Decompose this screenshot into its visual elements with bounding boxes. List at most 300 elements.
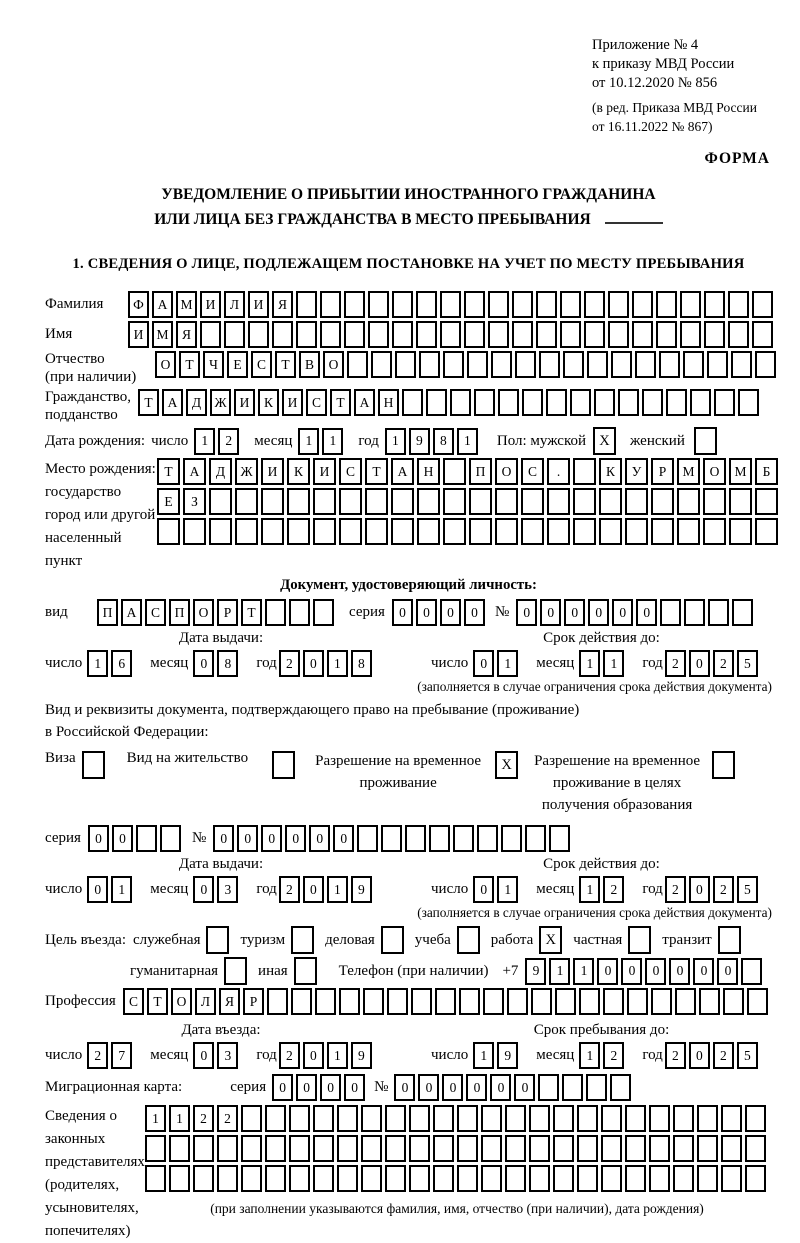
char-cell[interactable]: 9	[409, 428, 430, 455]
char-cell[interactable]: 9	[351, 876, 372, 903]
char-cell[interactable]: 2	[279, 1042, 300, 1069]
char-cell[interactable]	[721, 1105, 742, 1132]
char-cell[interactable]: А	[162, 389, 183, 416]
char-cell[interactable]	[464, 321, 485, 348]
char-cell[interactable]: 1	[579, 650, 600, 677]
char-cell[interactable]	[289, 1165, 310, 1192]
char-cell[interactable]	[495, 488, 518, 515]
char-cell[interactable]: А	[183, 458, 206, 485]
char-cell[interactable]	[339, 988, 360, 1015]
char-cell[interactable]	[313, 599, 334, 626]
char-cell[interactable]: 2	[603, 1042, 624, 1069]
char-cell[interactable]: 2	[217, 1105, 238, 1132]
char-cell[interactable]	[660, 599, 681, 626]
char-cell[interactable]	[703, 518, 726, 545]
char-cell[interactable]	[289, 1105, 310, 1132]
char-cell[interactable]: Ф	[128, 291, 149, 318]
char-cell[interactable]	[601, 1135, 622, 1162]
char-cell[interactable]: А	[152, 291, 173, 318]
char-cell[interactable]	[635, 351, 656, 378]
char-cell[interactable]: Е	[227, 351, 248, 378]
char-cell[interactable]: 0	[466, 1074, 487, 1101]
char-cell[interactable]: 0	[193, 650, 214, 677]
char-cell[interactable]: 1	[111, 876, 132, 903]
char-cell[interactable]	[728, 291, 749, 318]
char-cell[interactable]	[714, 389, 735, 416]
char-cell[interactable]	[320, 291, 341, 318]
char-cell[interactable]	[459, 988, 480, 1015]
char-cell[interactable]	[488, 321, 509, 348]
char-cell[interactable]: 0	[237, 825, 258, 852]
char-cell[interactable]	[361, 1165, 382, 1192]
char-cell[interactable]	[755, 518, 778, 545]
char-cell[interactable]	[699, 988, 720, 1015]
char-cell[interactable]	[357, 825, 378, 852]
char-cell[interactable]	[562, 1074, 583, 1101]
char-cell[interactable]	[495, 518, 518, 545]
char-cell[interactable]	[729, 488, 752, 515]
char-cell[interactable]	[457, 1105, 478, 1132]
char-cell[interactable]	[651, 988, 672, 1015]
char-cell[interactable]: Я	[219, 988, 240, 1015]
char-cell[interactable]	[289, 1135, 310, 1162]
char-cell[interactable]	[265, 599, 286, 626]
char-cell[interactable]: 2	[713, 650, 734, 677]
char-cell[interactable]	[392, 291, 413, 318]
char-cell[interactable]	[409, 1165, 430, 1192]
char-cell[interactable]: 7	[111, 1042, 132, 1069]
char-cell[interactable]: 0	[193, 1042, 214, 1069]
char-cell[interactable]	[313, 1105, 334, 1132]
char-cell[interactable]	[555, 988, 576, 1015]
char-cell[interactable]: 0	[693, 958, 714, 985]
char-cell[interactable]	[411, 988, 432, 1015]
char-cell[interactable]: 5	[737, 876, 758, 903]
char-cell[interactable]	[368, 321, 389, 348]
char-cell[interactable]: 0	[464, 599, 485, 626]
char-cell[interactable]	[745, 1105, 766, 1132]
char-cell[interactable]: И	[248, 291, 269, 318]
char-cell[interactable]: Н	[378, 389, 399, 416]
sex-female-checkbox[interactable]	[694, 427, 717, 455]
char-cell[interactable]: 1	[573, 958, 594, 985]
char-cell[interactable]: 1	[169, 1105, 190, 1132]
char-cell[interactable]	[536, 321, 557, 348]
char-cell[interactable]: 8	[217, 650, 238, 677]
char-cell[interactable]	[296, 291, 317, 318]
char-cell[interactable]	[409, 1105, 430, 1132]
char-cell[interactable]	[642, 389, 663, 416]
char-cell[interactable]	[536, 291, 557, 318]
char-cell[interactable]	[721, 1135, 742, 1162]
char-cell[interactable]	[339, 518, 362, 545]
char-cell[interactable]	[426, 389, 447, 416]
char-cell[interactable]	[587, 351, 608, 378]
char-cell[interactable]	[680, 291, 701, 318]
char-cell[interactable]	[632, 321, 653, 348]
char-cell[interactable]	[261, 518, 284, 545]
char-cell[interactable]	[531, 988, 552, 1015]
char-cell[interactable]: 8	[433, 428, 454, 455]
char-cell[interactable]	[387, 988, 408, 1015]
char-cell[interactable]	[755, 488, 778, 515]
purpose-transit-checkbox[interactable]	[718, 926, 741, 954]
char-cell[interactable]: 2	[279, 650, 300, 677]
char-cell[interactable]	[677, 518, 700, 545]
char-cell[interactable]	[728, 321, 749, 348]
char-cell[interactable]	[193, 1165, 214, 1192]
char-cell[interactable]	[573, 488, 596, 515]
char-cell[interactable]: 9	[525, 958, 546, 985]
char-cell[interactable]	[599, 518, 622, 545]
char-cell[interactable]	[584, 321, 605, 348]
char-cell[interactable]: М	[152, 321, 173, 348]
char-cell[interactable]: Р	[243, 988, 264, 1015]
char-cell[interactable]: 0	[272, 1074, 293, 1101]
char-cell[interactable]	[651, 518, 674, 545]
char-cell[interactable]: 0	[88, 825, 109, 852]
char-cell[interactable]: 2	[279, 876, 300, 903]
char-cell[interactable]	[435, 988, 456, 1015]
char-cell[interactable]	[241, 1165, 262, 1192]
char-cell[interactable]	[419, 351, 440, 378]
char-cell[interactable]: Т	[241, 599, 262, 626]
char-cell[interactable]	[339, 488, 362, 515]
purpose-tourism-checkbox[interactable]	[291, 926, 314, 954]
char-cell[interactable]	[160, 825, 181, 852]
char-cell[interactable]	[217, 1165, 238, 1192]
char-cell[interactable]	[483, 988, 504, 1015]
char-cell[interactable]	[289, 599, 310, 626]
char-cell[interactable]	[738, 389, 759, 416]
char-cell[interactable]: 2	[713, 876, 734, 903]
char-cell[interactable]	[752, 291, 773, 318]
char-cell[interactable]	[235, 518, 258, 545]
char-cell[interactable]: К	[258, 389, 279, 416]
char-cell[interactable]: 0	[296, 1074, 317, 1101]
char-cell[interactable]: 1	[579, 1042, 600, 1069]
char-cell[interactable]	[563, 351, 584, 378]
char-cell[interactable]: О	[171, 988, 192, 1015]
char-cell[interactable]: 1	[145, 1105, 166, 1132]
char-cell[interactable]: 0	[540, 599, 561, 626]
char-cell[interactable]	[704, 321, 725, 348]
purpose-work-checkbox[interactable]: X	[539, 926, 562, 954]
char-cell[interactable]	[521, 518, 544, 545]
char-cell[interactable]	[507, 988, 528, 1015]
char-cell[interactable]: Р	[651, 458, 674, 485]
char-cell[interactable]	[683, 351, 704, 378]
char-cell[interactable]	[584, 291, 605, 318]
char-cell[interactable]: 2	[665, 1042, 686, 1069]
visa-checkbox[interactable]	[82, 751, 105, 779]
char-cell[interactable]: Т	[275, 351, 296, 378]
char-cell[interactable]	[673, 1135, 694, 1162]
char-cell[interactable]	[433, 1135, 454, 1162]
char-cell[interactable]	[209, 518, 232, 545]
purpose-business-checkbox[interactable]	[381, 926, 404, 954]
char-cell[interactable]	[391, 518, 414, 545]
char-cell[interactable]	[741, 958, 762, 985]
char-cell[interactable]	[684, 599, 705, 626]
char-cell[interactable]: 0	[621, 958, 642, 985]
char-cell[interactable]	[690, 389, 711, 416]
char-cell[interactable]: 1	[497, 650, 518, 677]
char-cell[interactable]	[553, 1105, 574, 1132]
char-cell[interactable]: 0	[564, 599, 585, 626]
char-cell[interactable]: У	[625, 458, 648, 485]
char-cell[interactable]	[385, 1105, 406, 1132]
char-cell[interactable]	[443, 488, 466, 515]
char-cell[interactable]: М	[677, 458, 700, 485]
char-cell[interactable]: С	[145, 599, 166, 626]
char-cell[interactable]	[145, 1135, 166, 1162]
char-cell[interactable]	[363, 988, 384, 1015]
char-cell[interactable]: 0	[689, 876, 710, 903]
char-cell[interactable]: 0	[320, 1074, 341, 1101]
char-cell[interactable]	[440, 321, 461, 348]
char-cell[interactable]: 2	[87, 1042, 108, 1069]
char-cell[interactable]	[560, 291, 581, 318]
char-cell[interactable]: О	[703, 458, 726, 485]
char-cell[interactable]	[651, 488, 674, 515]
char-cell[interactable]	[498, 389, 519, 416]
char-cell[interactable]: П	[169, 599, 190, 626]
char-cell[interactable]: 1	[194, 428, 215, 455]
char-cell[interactable]	[666, 389, 687, 416]
char-cell[interactable]	[573, 518, 596, 545]
char-cell[interactable]: С	[521, 458, 544, 485]
char-cell[interactable]	[440, 291, 461, 318]
char-cell[interactable]	[381, 825, 402, 852]
char-cell[interactable]: И	[128, 321, 149, 348]
char-cell[interactable]	[677, 488, 700, 515]
char-cell[interactable]	[433, 1105, 454, 1132]
char-cell[interactable]	[272, 321, 293, 348]
char-cell[interactable]	[433, 1165, 454, 1192]
char-cell[interactable]	[579, 988, 600, 1015]
char-cell[interactable]	[625, 1105, 646, 1132]
char-cell[interactable]: П	[469, 458, 492, 485]
char-cell[interactable]: 1	[549, 958, 570, 985]
char-cell[interactable]: А	[391, 458, 414, 485]
char-cell[interactable]	[320, 321, 341, 348]
char-cell[interactable]: 1	[327, 1042, 348, 1069]
char-cell[interactable]	[755, 351, 776, 378]
char-cell[interactable]	[385, 1165, 406, 1192]
char-cell[interactable]	[501, 825, 522, 852]
char-cell[interactable]: Т	[157, 458, 180, 485]
char-cell[interactable]	[469, 518, 492, 545]
char-cell[interactable]	[731, 351, 752, 378]
char-cell[interactable]	[337, 1135, 358, 1162]
char-cell[interactable]: И	[261, 458, 284, 485]
char-cell[interactable]: О	[495, 458, 518, 485]
char-cell[interactable]: 1	[473, 1042, 494, 1069]
char-cell[interactable]: Ж	[235, 458, 258, 485]
char-cell[interactable]	[443, 458, 466, 485]
char-cell[interactable]	[217, 1135, 238, 1162]
char-cell[interactable]	[745, 1135, 766, 1162]
char-cell[interactable]	[491, 351, 512, 378]
char-cell[interactable]: 0	[193, 876, 214, 903]
char-cell[interactable]	[183, 518, 206, 545]
char-cell[interactable]	[291, 988, 312, 1015]
char-cell[interactable]: Н	[417, 458, 440, 485]
char-cell[interactable]	[267, 988, 288, 1015]
char-cell[interactable]: 2	[218, 428, 239, 455]
char-cell[interactable]	[287, 518, 310, 545]
char-cell[interactable]	[193, 1135, 214, 1162]
char-cell[interactable]	[512, 321, 533, 348]
char-cell[interactable]: 9	[497, 1042, 518, 1069]
char-cell[interactable]: С	[251, 351, 272, 378]
char-cell[interactable]	[200, 321, 221, 348]
char-cell[interactable]: 6	[111, 650, 132, 677]
char-cell[interactable]	[347, 351, 368, 378]
char-cell[interactable]	[361, 1135, 382, 1162]
char-cell[interactable]: 0	[213, 825, 234, 852]
char-cell[interactable]: О	[155, 351, 176, 378]
char-cell[interactable]	[549, 825, 570, 852]
char-cell[interactable]: 0	[597, 958, 618, 985]
char-cell[interactable]	[529, 1165, 550, 1192]
char-cell[interactable]	[601, 1105, 622, 1132]
char-cell[interactable]: 1	[579, 876, 600, 903]
char-cell[interactable]: 1	[385, 428, 406, 455]
char-cell[interactable]	[453, 825, 474, 852]
char-cell[interactable]: 5	[737, 650, 758, 677]
char-cell[interactable]: М	[729, 458, 752, 485]
char-cell[interactable]	[656, 291, 677, 318]
purpose-other-checkbox[interactable]	[294, 957, 317, 985]
char-cell[interactable]	[553, 1165, 574, 1192]
char-cell[interactable]: 1	[322, 428, 343, 455]
char-cell[interactable]	[443, 518, 466, 545]
char-cell[interactable]	[649, 1135, 670, 1162]
char-cell[interactable]: 2	[193, 1105, 214, 1132]
char-cell[interactable]	[547, 518, 570, 545]
char-cell[interactable]: Т	[138, 389, 159, 416]
char-cell[interactable]	[248, 321, 269, 348]
char-cell[interactable]	[708, 599, 729, 626]
char-cell[interactable]: Т	[179, 351, 200, 378]
char-cell[interactable]	[659, 351, 680, 378]
char-cell[interactable]: 1	[87, 650, 108, 677]
char-cell[interactable]	[529, 1105, 550, 1132]
char-cell[interactable]	[457, 1165, 478, 1192]
char-cell[interactable]: 0	[112, 825, 133, 852]
char-cell[interactable]	[747, 988, 768, 1015]
char-cell[interactable]	[241, 1105, 262, 1132]
char-cell[interactable]	[235, 488, 258, 515]
char-cell[interactable]: 0	[303, 876, 324, 903]
char-cell[interactable]: 0	[636, 599, 657, 626]
char-cell[interactable]	[488, 291, 509, 318]
char-cell[interactable]	[313, 1135, 334, 1162]
char-cell[interactable]	[474, 389, 495, 416]
char-cell[interactable]: Т	[365, 458, 388, 485]
char-cell[interactable]	[627, 988, 648, 1015]
char-cell[interactable]	[721, 1165, 742, 1192]
char-cell[interactable]	[704, 291, 725, 318]
purpose-official-checkbox[interactable]	[206, 926, 229, 954]
char-cell[interactable]	[313, 1165, 334, 1192]
char-cell[interactable]	[577, 1105, 598, 1132]
char-cell[interactable]	[560, 321, 581, 348]
char-cell[interactable]: 0	[588, 599, 609, 626]
char-cell[interactable]	[515, 351, 536, 378]
char-cell[interactable]	[529, 1135, 550, 1162]
char-cell[interactable]	[145, 1165, 166, 1192]
char-cell[interactable]: Ч	[203, 351, 224, 378]
char-cell[interactable]	[697, 1105, 718, 1132]
char-cell[interactable]	[538, 1074, 559, 1101]
purpose-private-checkbox[interactable]	[628, 926, 651, 954]
char-cell[interactable]	[586, 1074, 607, 1101]
char-cell[interactable]	[625, 488, 648, 515]
char-cell[interactable]: И	[234, 389, 255, 416]
char-cell[interactable]	[625, 518, 648, 545]
char-cell[interactable]	[417, 488, 440, 515]
char-cell[interactable]	[594, 389, 615, 416]
char-cell[interactable]: С	[306, 389, 327, 416]
char-cell[interactable]	[209, 488, 232, 515]
char-cell[interactable]: 0	[645, 958, 666, 985]
char-cell[interactable]: 0	[612, 599, 633, 626]
char-cell[interactable]: 0	[490, 1074, 511, 1101]
char-cell[interactable]	[224, 321, 245, 348]
char-cell[interactable]	[553, 1135, 574, 1162]
char-cell[interactable]: Я	[272, 291, 293, 318]
char-cell[interactable]	[577, 1135, 598, 1162]
char-cell[interactable]	[618, 389, 639, 416]
char-cell[interactable]	[525, 825, 546, 852]
sex-male-checkbox[interactable]: X	[593, 427, 616, 455]
char-cell[interactable]: 1	[457, 428, 478, 455]
char-cell[interactable]: 0	[473, 876, 494, 903]
char-cell[interactable]	[610, 1074, 631, 1101]
char-cell[interactable]: 0	[514, 1074, 535, 1101]
char-cell[interactable]	[745, 1165, 766, 1192]
char-cell[interactable]: 0	[717, 958, 738, 985]
char-cell[interactable]: Я	[176, 321, 197, 348]
char-cell[interactable]: И	[313, 458, 336, 485]
char-cell[interactable]: 0	[416, 599, 437, 626]
char-cell[interactable]: 0	[689, 1042, 710, 1069]
char-cell[interactable]	[169, 1135, 190, 1162]
char-cell[interactable]	[673, 1105, 694, 1132]
char-cell[interactable]	[505, 1165, 526, 1192]
char-cell[interactable]	[265, 1165, 286, 1192]
char-cell[interactable]: К	[599, 458, 622, 485]
char-cell[interactable]	[481, 1165, 502, 1192]
char-cell[interactable]	[469, 488, 492, 515]
char-cell[interactable]	[599, 488, 622, 515]
purpose-humanitarian-checkbox[interactable]	[224, 957, 247, 985]
char-cell[interactable]	[296, 321, 317, 348]
temp-residence-edu-checkbox[interactable]	[712, 751, 735, 779]
char-cell[interactable]: 1	[327, 876, 348, 903]
char-cell[interactable]	[505, 1105, 526, 1132]
char-cell[interactable]: 1	[603, 650, 624, 677]
char-cell[interactable]	[656, 321, 677, 348]
char-cell[interactable]	[344, 321, 365, 348]
char-cell[interactable]	[169, 1165, 190, 1192]
char-cell[interactable]: 0	[303, 1042, 324, 1069]
char-cell[interactable]: В	[299, 351, 320, 378]
char-cell[interactable]	[481, 1105, 502, 1132]
